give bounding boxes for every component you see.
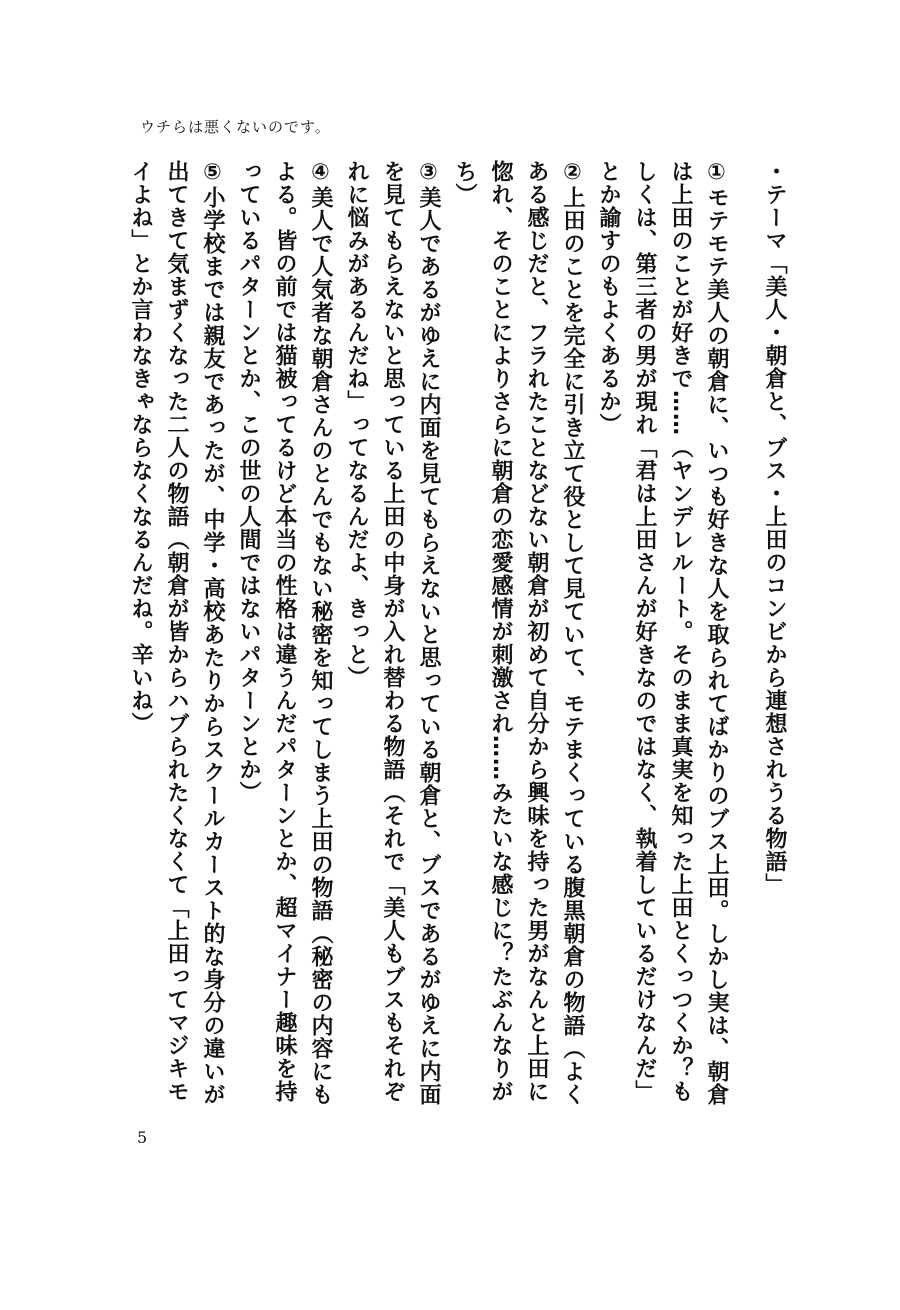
- list-item-2: ②上田のことを完全に引き立て役として見ていて、モテまくっている腹黒朝倉の物語（よくある感じだと、フラれたことなどない朝倉が初めて自分から興味を持った男がなんと上田に惚れ、そのことによりさらに朝倉の恋愛感情が刺激され……みたいな感じに？たぶんなりがち）: [452, 160, 585, 1106]
- list-item-1: ①モテモテ美人の朝倉に、いつも好きな人を取られてばかりのブス上田。しかし実は、朝倉は上田のことが好きで……（ヤンデレルート。そのまま真実を知った上田とくっつくか？もしくは、第三者の男が現れ「君は上田さんが好きなのではなく、執着しているだけなんだ」とか諭すのもよくあるか）: [596, 160, 729, 1106]
- list-item-4: ④美人で人気者な朝倉さんのとんでもない秘密を知ってしまう上田の物語（秘密の内容にもよる。皆の前では猫被ってるけど本当の性格は違うんだパターンとか、超マイナー趣味を持っているパターンとか、この世の人間ではないパターンとか）: [236, 160, 333, 1106]
- page-number: 5: [137, 1128, 148, 1147]
- list-item-3: ③美人であるがゆえに内面を見てもらえないと思っている朝倉と、ブスであるがゆえに内面を見てもらえないと思っている上田の中身が入れ替わる物語（それで「美人もブスもそれぞれに悩みがあるんだね」ってなるんだよ、きっと）: [344, 160, 441, 1106]
- running-head: ウチらは悪くないのです。: [140, 118, 331, 136]
- list-item-5: ⑤小学校までは親友であったが、中学・高校あたりからスクールカースト的な身分の違いが出てきて気まずくなった二人の物語（朝倉が皆からハブられたくなくて「上田ってマジキモイよね」とか言わなきゃならなくなるんだね。辛いね）: [128, 160, 225, 1106]
- theme-heading: ・テーマ「美人・朝倉と、ブス・上田のコンビから連想されうる物語」: [762, 160, 787, 896]
- body-text: [120, 160, 792, 1120]
